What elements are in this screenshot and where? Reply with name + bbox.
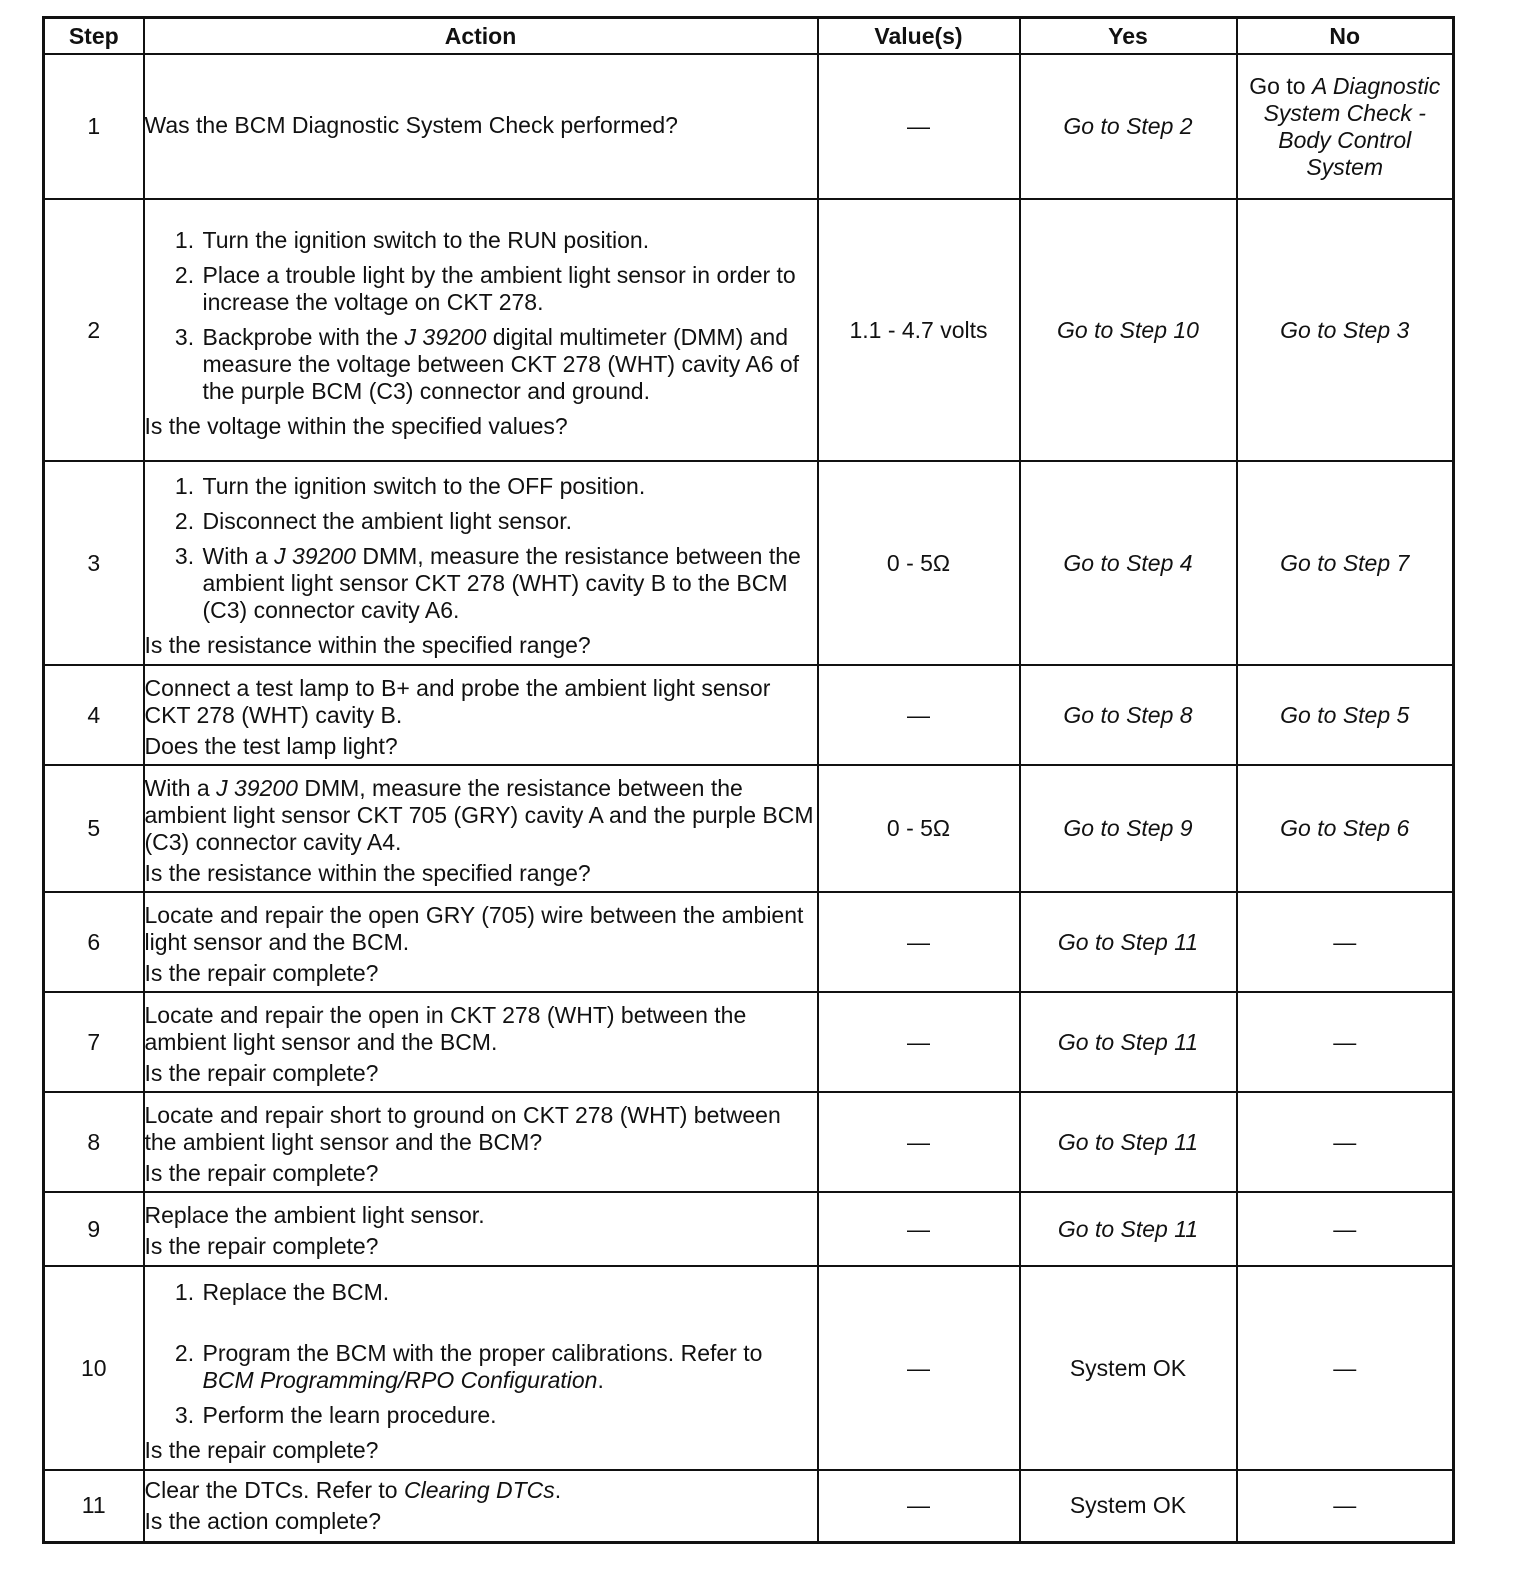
action-cell	[144, 1470, 818, 1542]
step-text: Replace the ambient light sensor.	[144, 1202, 485, 1228]
no-cell	[1237, 54, 1454, 199]
table-row	[44, 54, 1454, 199]
action-question: Is the resistance within the specified range?	[144, 859, 591, 886]
table-row	[44, 1470, 1454, 1542]
step-text: Turn the ignition switch to the RUN position.	[202, 226, 650, 253]
step-number: 8	[44, 1092, 144, 1192]
header-row	[44, 18, 1454, 55]
yes-cell: Go to Step 11	[1020, 992, 1237, 1092]
no-text: Go to	[1249, 72, 1312, 99]
action-step-item	[201, 1279, 817, 1306]
values-cell: —	[818, 1470, 1020, 1542]
action-cell	[144, 1266, 818, 1470]
values-cell: —	[818, 992, 1020, 1092]
step-number: 5	[44, 765, 144, 892]
header-action: Action	[144, 18, 818, 55]
step-text: .	[597, 1366, 604, 1393]
table-row	[44, 199, 1454, 461]
step-text: Place a trouble light by the ambient light sensor in order to increase the voltage on CKT 278.	[202, 261, 796, 315]
step-number: 1	[44, 54, 144, 199]
action-question: Is the voltage within the specified values?	[144, 412, 568, 439]
yes-cell: Go to Step 4	[1020, 461, 1237, 665]
table-row	[44, 1092, 1454, 1192]
action-text	[145, 1202, 817, 1229]
action-step-item	[201, 1402, 817, 1429]
header-step: Step	[44, 18, 144, 55]
table-row	[44, 892, 1454, 992]
no-cell: —	[1237, 1092, 1454, 1192]
step-text: DMM, measure the resistance between the ambient light sensor CKT 705 (GRY) cavity A and the purple BCM (C3) connector cavity A4.	[144, 774, 814, 855]
action-cell	[144, 892, 818, 992]
values-cell: 1.1 - 4.7 volts	[818, 199, 1020, 461]
action-text	[145, 1477, 817, 1504]
action-step-item	[201, 324, 817, 405]
values-cell: —	[818, 1266, 1020, 1470]
values-cell: —	[818, 54, 1020, 199]
action-text	[145, 1102, 817, 1156]
action-step-item	[201, 1340, 817, 1394]
step-text: Perform the learn procedure.	[202, 1401, 497, 1428]
no-cell: —	[1237, 892, 1454, 992]
action-cell	[144, 461, 818, 665]
no-link[interactable]: A Diagnostic System Check - Body Control System	[1263, 72, 1441, 180]
step-text: Replace the BCM.	[202, 1278, 390, 1305]
no-cell: —	[1237, 1266, 1454, 1470]
action-step-item	[201, 543, 817, 624]
step-text: DMM, measure the resistance between the ambient light sensor CKT 278 (WHT) cavity B to the BCM (C3) connector cavity A6.	[202, 543, 801, 623]
table-row	[44, 992, 1454, 1092]
yes-cell: Go to Step 9	[1020, 765, 1237, 892]
yes-cell: Go to Step 2	[1020, 54, 1237, 199]
action-steps	[145, 227, 817, 405]
action-step-item	[201, 262, 817, 316]
step-number: 2	[44, 199, 144, 461]
table-row	[44, 665, 1454, 765]
yes-cell: Go to Step 11	[1020, 1192, 1237, 1266]
no-cell: Go to Step 5	[1237, 665, 1454, 765]
tool-ref: J 39200	[216, 774, 298, 801]
action-text: Was the BCM Diagnostic System Check performed?	[144, 112, 678, 138]
step-text: Clear the DTCs. Refer to	[144, 1476, 404, 1503]
no-cell: —	[1237, 992, 1454, 1092]
step-text: Program the BCM with the proper calibrations. Refer to	[202, 1339, 763, 1366]
step-text: With a	[144, 774, 217, 801]
step-text: Backprobe with the	[202, 323, 405, 350]
action-cell	[144, 1192, 818, 1266]
yes-cell: System OK	[1020, 1470, 1237, 1542]
no-cell: Go to Step 7	[1237, 461, 1454, 665]
step-text: .	[554, 1476, 562, 1503]
header-no: No	[1237, 18, 1454, 55]
step-number: 6	[44, 892, 144, 992]
action-question: Is the repair complete?	[144, 1233, 379, 1259]
action-cell	[144, 992, 818, 1092]
step-text: With a	[202, 543, 275, 569]
step-number: 9	[44, 1192, 144, 1266]
no-cell: —	[1237, 1470, 1454, 1542]
table-row	[44, 1266, 1454, 1470]
step-text: Disconnect the ambient light sensor.	[202, 508, 572, 534]
action-step-item	[201, 508, 817, 535]
action-cell	[144, 665, 818, 765]
table-row	[44, 461, 1454, 665]
action-question: Is the resistance within the specified range?	[144, 632, 591, 658]
action-text	[145, 1002, 817, 1056]
yes-cell: Go to Step 11	[1020, 1092, 1237, 1192]
values-cell: 0 - 5Ω	[818, 461, 1020, 665]
yes-cell: Go to Step 11	[1020, 892, 1237, 992]
step-number: 11	[44, 1470, 144, 1542]
values-cell: —	[818, 892, 1020, 992]
step-text: Turn the ignition switch to the OFF position.	[202, 473, 646, 499]
yes-cell: Go to Step 8	[1020, 665, 1237, 765]
action-cell	[144, 199, 818, 461]
step-text: Connect a test lamp to B+ and probe the ambient light sensor CKT 278 (WHT) cavity B.	[144, 674, 771, 728]
action-question: Is the action complete?	[144, 1507, 382, 1534]
step-text: digital multimeter (DMM) and measure the voltage between CKT 278 (WHT) cavity A6 of the purple BCM (C3) connector and ground.	[202, 323, 800, 404]
step-number: 10	[44, 1266, 144, 1470]
action-cell	[144, 1092, 818, 1192]
action-question: Is the repair complete?	[144, 1159, 379, 1186]
values-cell: —	[818, 665, 1020, 765]
table-row	[44, 1192, 1454, 1266]
action-text	[145, 775, 817, 856]
no-cell: Go to Step 3	[1237, 199, 1454, 461]
action-text	[145, 902, 817, 956]
yes-cell: Go to Step 10	[1020, 199, 1237, 461]
diagnostic-table	[42, 16, 1455, 1544]
action-steps	[145, 1279, 817, 1429]
tool-ref: J 39200	[404, 323, 487, 350]
action-question: Is the repair complete?	[144, 959, 379, 986]
action-question: Does the test lamp light?	[144, 732, 398, 759]
action-steps	[145, 473, 817, 624]
tool-ref: J 39200	[274, 543, 356, 569]
action-step-item	[201, 227, 817, 254]
step-text: Locate and repair the open GRY (705) wire between the ambient light sensor and the BCM.	[144, 901, 804, 955]
header-yes: Yes	[1020, 18, 1237, 55]
action-question: Is the repair complete?	[144, 1436, 379, 1463]
step-number: 4	[44, 665, 144, 765]
step-number: 7	[44, 992, 144, 1092]
no-cell: Go to Step 6	[1237, 765, 1454, 892]
step-text: Locate and repair the open in CKT 278 (WHT) between the ambient light sensor and the BCM.	[144, 1001, 747, 1055]
values-cell: —	[818, 1092, 1020, 1192]
step-text: Locate and repair short to ground on CKT 278 (WHT) between the ambient light sensor and the BCM?	[144, 1101, 781, 1155]
header-values: Value(s)	[818, 18, 1020, 55]
table-row	[44, 765, 1454, 892]
values-cell: —	[818, 1192, 1020, 1266]
action-cell	[144, 765, 818, 892]
reference-link[interactable]: Clearing DTCs	[403, 1476, 555, 1503]
action-text	[145, 675, 817, 729]
yes-cell: System OK	[1020, 1266, 1237, 1470]
step-number: 3	[44, 461, 144, 665]
action-cell	[144, 54, 818, 199]
values-cell: 0 - 5Ω	[818, 765, 1020, 892]
no-cell: —	[1237, 1192, 1454, 1266]
reference-link[interactable]: BCM Programming/RPO Configuration	[202, 1366, 598, 1393]
action-step-item	[201, 473, 817, 500]
action-question: Is the repair complete?	[144, 1059, 379, 1086]
